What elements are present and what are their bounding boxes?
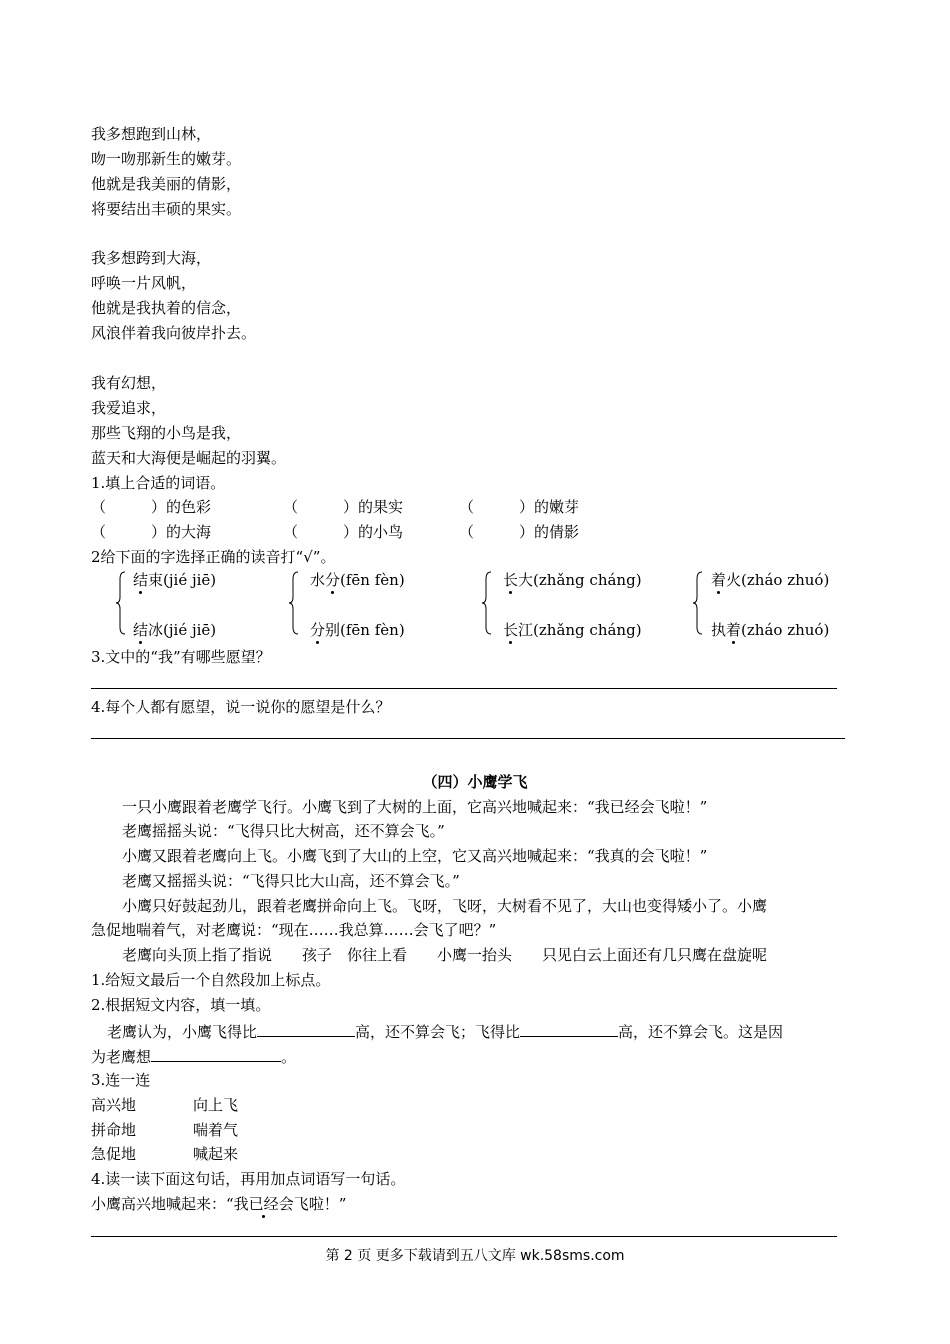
question-4-prompt: 4.每个人都有愿望，说一说你的愿望是什么？ — [91, 698, 391, 716]
pinyin-option[interactable]: 执着(zháo zhuó) — [711, 621, 830, 639]
q1-blank-item[interactable]: （ ）的小鸟 — [283, 523, 404, 541]
poem-line: 我爱追求， — [91, 399, 167, 417]
story-paragraph: 小鹰只好鼓起劲儿，跟着老鹰拼命向上飞。飞呀，飞呀，大树看不见了，大山也变得矮小了。小鹰 — [122, 897, 768, 915]
fill-blank[interactable] — [520, 1020, 618, 1037]
match-right-item[interactable]: 喘着气 — [193, 1121, 239, 1139]
answer-line[interactable] — [91, 1236, 837, 1237]
pinyin-option[interactable]: 分别(fēn fèn) — [310, 621, 405, 639]
story-paragraph: 老鹰向头顶上指了指说 孩子 你往上看 小鹰一抬头 只见白云上面还有几只鹰在盘旋呢 — [122, 946, 768, 964]
story-paragraph: 一只小鹰跟着老鹰学飞行。小鹰飞到了大树的上面，它高兴地喊起来：“我已经会飞啦！” — [122, 798, 708, 816]
word-rest: 束 — [148, 571, 164, 589]
q1-blank-item[interactable]: （ ）的大海 — [91, 523, 212, 541]
word-rest: 江 — [518, 621, 534, 639]
brace-icon — [116, 571, 126, 635]
pinyin-option[interactable]: 结冰(jié jiē) — [133, 621, 217, 639]
fill-blank[interactable] — [151, 1045, 281, 1062]
story-question-1: 1.给短文最后一个自然段加上标点。 — [91, 971, 331, 989]
question-3-prompt: 3.文中的“我”有哪些愿望？ — [91, 648, 271, 666]
poem-line: 他就是我美丽的倩影， — [91, 175, 242, 193]
poem-line: 吻一吻那新生的嫩芽。 — [91, 150, 242, 168]
story-paragraph: 小鹰又跟着老鹰向上飞。小鹰飞到了大山的上空，它又高兴地喊起来：“我真的会飞啦！” — [122, 847, 708, 865]
match-left-item[interactable]: 高兴地 — [91, 1096, 137, 1114]
pinyin-option[interactable]: 水分(fēn fèn) — [310, 571, 405, 589]
poem-line: 我多想跑到山林， — [91, 125, 212, 143]
answer-line[interactable] — [91, 688, 837, 689]
q1-blank-item[interactable]: （ ）的色彩 — [91, 498, 212, 516]
story-question-4-prompt: 4.读一读下面这句话，再用加点词语写一句话。 — [91, 1170, 406, 1188]
story-paragraph: 老鹰摇摇头说：“飞得只比大树高，还不算会飞。” — [122, 822, 445, 840]
poem-line: 他就是我执着的信念， — [91, 299, 242, 317]
answer-line[interactable] — [91, 738, 845, 739]
story-title: （四）小鹰学飞 — [422, 773, 528, 791]
word-rest: 大 — [518, 571, 534, 589]
brace-icon — [693, 571, 703, 635]
story-paragraph: 急促地喘着气，对老鹰说：“现在……我总算……会飞了吧？” — [91, 921, 497, 939]
poem-line: 我多想跨到大海， — [91, 249, 212, 267]
q1-blank-item[interactable]: （ ）的果实 — [283, 498, 404, 516]
poem-line: 将要结出丰硕的果实。 — [91, 200, 242, 218]
fill-blank[interactable] — [257, 1020, 355, 1037]
story-question-2-sentence: 老鹰认为，小鹰飞得比 高，还不算会飞；飞得比 高，还不算会飞。这是因 — [107, 1020, 783, 1042]
poem-line: 风浪伴着我向彼岸扑去。 — [91, 324, 257, 342]
match-right-item[interactable]: 喊起来 — [193, 1145, 239, 1163]
question-2-prompt: 2给下面的字选择正确的读音打“√”。 — [91, 548, 336, 566]
poem-line: 那些飞翔的小鸟是我， — [91, 424, 242, 442]
poem-line: 我有幻想， — [91, 374, 167, 392]
story-question-3-prompt: 3.连一连 — [91, 1071, 151, 1089]
pinyin-option[interactable]: 着火(zháo zhuó) — [711, 571, 830, 589]
match-left-item[interactable]: 急促地 — [91, 1145, 137, 1163]
word-rest: 别 — [325, 621, 341, 639]
word-rest: 执 — [711, 621, 727, 639]
match-right-item[interactable]: 向上飞 — [193, 1096, 239, 1114]
pinyin-option[interactable]: 长大(zhǎng cháng) — [503, 571, 642, 589]
question-1-prompt: 1.填上合适的词语。 — [91, 474, 226, 492]
poem-line: 呼唤一片风帆， — [91, 274, 197, 292]
story-question-4-sentence: 小鹰高兴地喊起来：“我已经会飞啦！” — [91, 1195, 347, 1213]
word-rest: 火 — [726, 571, 742, 589]
story-question-2-prompt: 2.根据短文内容，填一填。 — [91, 996, 271, 1014]
brace-icon — [482, 571, 492, 635]
pinyin-option[interactable]: 结束(jié jiē) — [133, 571, 217, 589]
word-rest: 水 — [310, 571, 326, 589]
poem-line: 蓝天和大海便是崛起的羽翼。 — [91, 449, 287, 467]
page-footer: 第 2 页 更多下载请到五八文库 wk.58sms.com — [325, 1248, 625, 1264]
pinyin-option[interactable]: 长江(zhǎng cháng) — [503, 621, 642, 639]
q1-blank-item[interactable]: （ ）的嫩芽 — [459, 498, 580, 516]
brace-icon — [289, 571, 299, 635]
story-paragraph: 老鹰又摇摇头说：“飞得只比大山高，还不算会飞。” — [122, 872, 460, 890]
q1-blank-item[interactable]: （ ）的倩影 — [459, 523, 580, 541]
story-question-2-sentence-cont: 为老鹰想 。 — [91, 1045, 296, 1067]
word-rest: 冰 — [148, 621, 164, 639]
match-left-item[interactable]: 拼命地 — [91, 1121, 137, 1139]
